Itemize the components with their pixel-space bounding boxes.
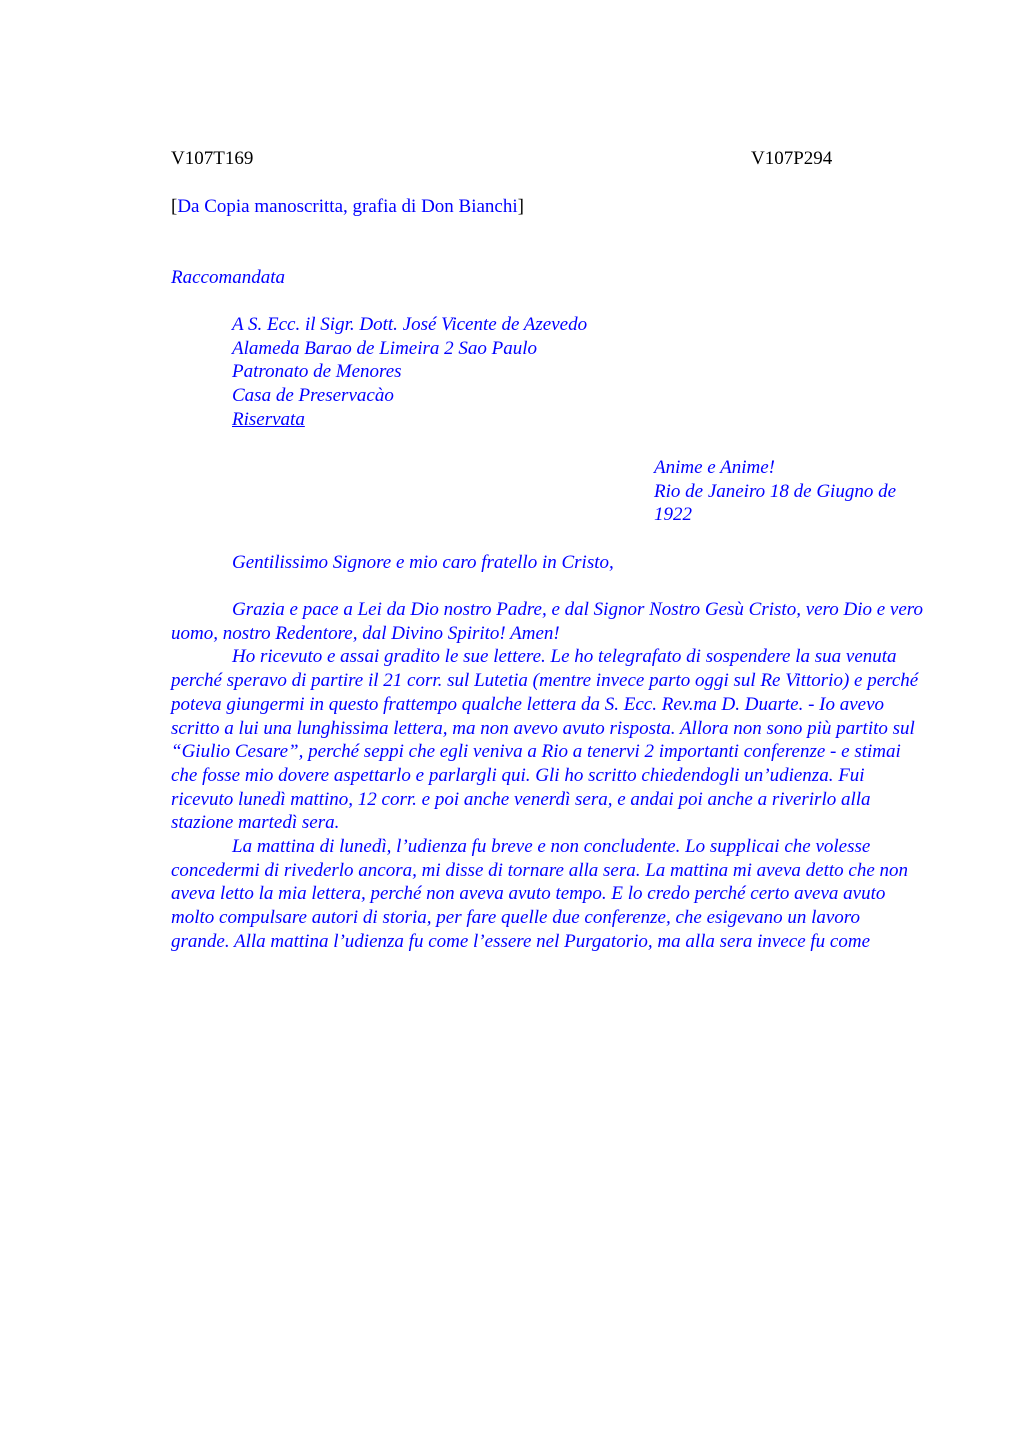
riservata-label: Riservata (232, 408, 305, 430)
source-note-open-bracket: [ (171, 196, 178, 217)
address-line: A S. Ecc. il Sigr. Dott. José Vicente de Azevedo (232, 314, 588, 335)
body-paragraph: Grazia e pace a Lei da Dio nostro Padre, e dal Signor Nostro Gesù Cristo, vero Dio e vero uomo, nostro Redentore, dal Divino Spirito! Amen! (171, 599, 923, 644)
body-paragraph: Ho ricevuto e assai gradito le sue lettere. Le ho telegrafato di sospendere la sua venuta perché speravo di partire il 21 corr. sul Lutetia (mentre invece parto oggi sul Re Vittorio) e perché poteva giungermi in questo frattempo qualche lettera da S. Ecc. Rev.ma D. Duarte. - Io avevo scritto a lui una lunghissima lettera, ma non avevo avuto risposta. Allora non sono più partito sul “Giulio Cesare”, perché seppi che egli veniva a Rio a tenervi 2 importanti conferenze - e stimai che fosse mio dovere aspettarlo e parlargli qui. Gli ho scritto chiedendogli un’udienza. Fui ricevuto lunedì mattino, 12 corr. e poi anche venerdì sera, e andai poi anche a riverirlo alla stazione martedì sera. (171, 646, 919, 834)
source-note-close-bracket: ] (517, 196, 524, 217)
address-line: Patronato de Menores (232, 361, 402, 383)
document-code-right: V107P294 (751, 148, 833, 169)
letter-body (171, 598, 923, 954)
source-note-text: Da Copia manoscritta, grafia di Don Bianchi (177, 196, 518, 217)
address-line: Alameda Barao de Limeira 2 Sao Paulo (232, 337, 538, 359)
body-paragraph: La mattina di lunedì, l’udienza fu breve e non concludente. Lo supplicai che volesse concedermi di rivederlo ancora, mi disse di tornare alla sera. La mattina mi aveva detto che non aveva letto la mia lettera, perché non aveva avuto tempo. E lo credo perché certo aveva avuto molto compulsare autori di storia, per fare quelle due conferenze, che esigevano un lavoro grande. Alla mattina l’udienza fu come l’essere nel Purgatorio, ma alla sera invece fu come (171, 836, 909, 952)
raccomandata-label: Raccomandata (171, 267, 285, 288)
source-note (171, 195, 524, 219)
address-line: Casa de Preservacào (232, 385, 394, 407)
salutation: Gentilissimo Signore e mio caro fratello in Cristo, (232, 552, 614, 573)
document-code-left: V107T169 (171, 148, 254, 169)
dateline-block (654, 456, 934, 527)
place-date: Rio de Janeiro 18 de Giugno de 1922 (654, 480, 897, 526)
address-block (232, 313, 587, 432)
motto: Anime e Anime! (654, 457, 775, 478)
